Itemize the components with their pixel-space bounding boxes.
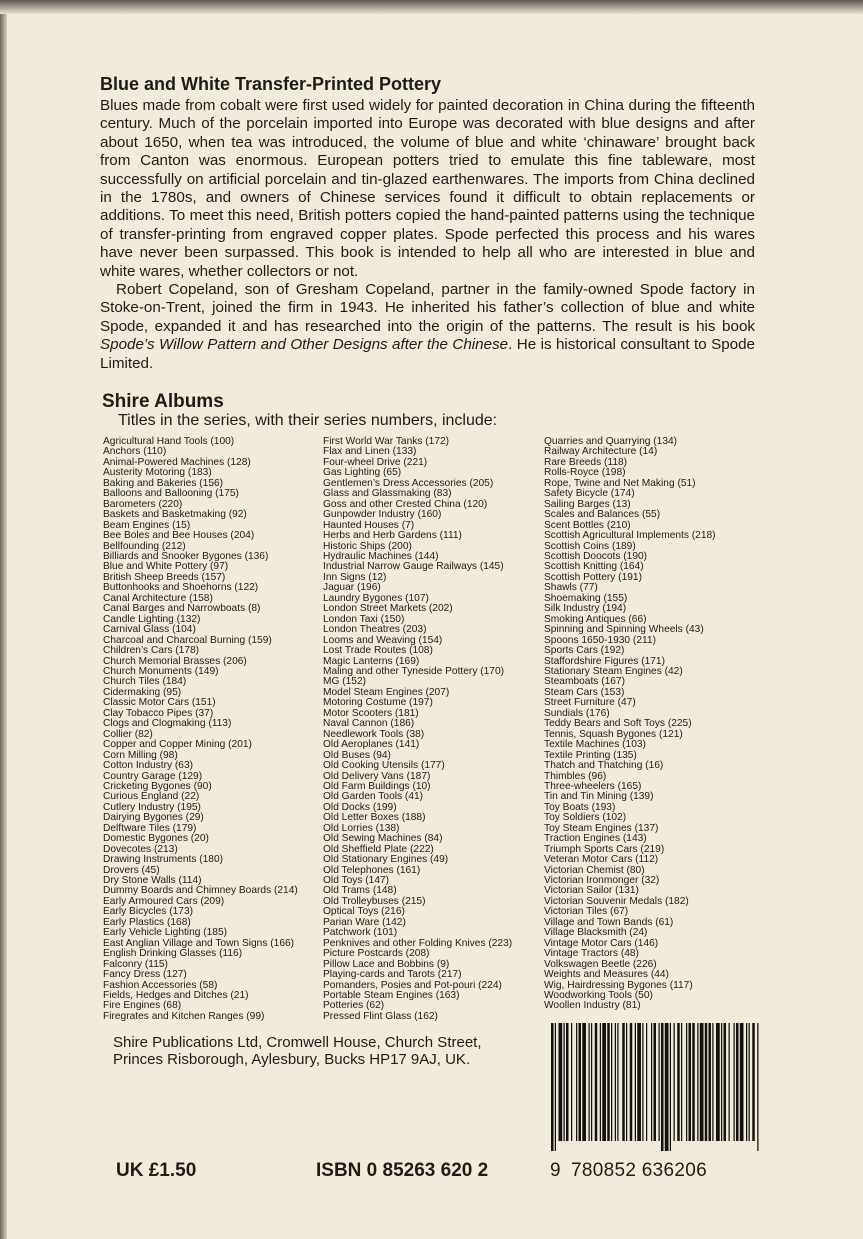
title-list-item: Magic Lanterns (169) xyxy=(323,655,420,667)
title-list-item: Four-wheel Drive (221) xyxy=(323,456,428,468)
barcode-bar xyxy=(615,1023,616,1141)
title-list-item: Church Monuments (149) xyxy=(103,665,219,677)
blurb-paragraph-2-end: . He is historical consultant to Spode Limited. xyxy=(100,336,755,372)
title-list-item: Sundials (176) xyxy=(544,707,610,719)
title-list-item: Candle Lighting (132) xyxy=(103,613,201,625)
title-list-item: Clay Tobacco Pipes (37) xyxy=(103,707,214,719)
barcode-bar xyxy=(700,1023,704,1141)
barcode-bar xyxy=(670,1023,671,1151)
barcode-digits: 780852 636206 xyxy=(571,1160,707,1181)
title-list-item: Veteran Motor Cars (112) xyxy=(544,854,659,866)
title-list-item: Railway Architecture (14) xyxy=(544,446,658,458)
barcode-bar xyxy=(607,1023,610,1141)
blurb-paragraph-2 xyxy=(100,281,755,373)
barcode-bar xyxy=(637,1023,641,1141)
title-list-item: Scottish Knitting (164) xyxy=(544,561,644,573)
title-list-item: Cricketing Bygones (90) xyxy=(103,780,212,792)
title-list-item: Old Farm Buildings (10) xyxy=(323,780,431,792)
title-list-item: Clogs and Clogmaking (113) xyxy=(103,718,232,730)
barcode-bar xyxy=(630,1023,633,1141)
title-list-item: Triumph Sports Cars (219) xyxy=(544,843,665,855)
title-list-item: Woollen Industry (81) xyxy=(544,1000,641,1012)
title-list-item: Rolls-Royce (198) xyxy=(544,467,626,479)
title-list-item: Inn Signs (12) xyxy=(323,571,387,583)
barcode-bar xyxy=(571,1023,572,1141)
title-list-item: Victorian Tiles (67) xyxy=(544,906,629,918)
title-list-item: Baking and Bakeries (156) xyxy=(103,477,224,489)
barcode-bar xyxy=(551,1023,554,1151)
blurb-paragraph-2-start: Robert Copeland, son of Gresham Copeland, partner in the family-owned Spode factory in Stoke-on-Trent, joined the firm in 1943. He inherited his father’s collection of blue and white Spode, expanded it and has researched into the origin of the patterns. The result is his book xyxy=(100,281,755,335)
title-list-item: Rare Breeds (118) xyxy=(544,456,628,468)
title-list-item: Falconry (115) xyxy=(103,958,168,970)
barcode-bar xyxy=(595,1023,598,1141)
title-list-item: Glass and Glassmaking (83) xyxy=(323,488,452,500)
title-list-item: Smoking Antiques (66) xyxy=(544,613,647,625)
title-list-item: Pillow Lace and Bobbins (9) xyxy=(323,958,450,970)
title-list-item: Old Toys (147) xyxy=(323,875,390,887)
title-list-item: Wig, Hairdressing Bygones (117) xyxy=(544,979,693,991)
barcode-bar xyxy=(724,1023,727,1141)
barcode-bar xyxy=(582,1023,586,1141)
title-list-item: Old Sewing Machines (84) xyxy=(323,833,443,845)
title-list-item: Pomanders, Posies and Pot-pouri (224) xyxy=(323,979,502,991)
barcode-bar xyxy=(555,1023,556,1151)
barcode-bar xyxy=(681,1023,682,1141)
title-list-item: Copper and Copper Mining (201) xyxy=(103,739,252,751)
title-list-item: London Theatres (203) xyxy=(323,624,427,636)
title-list-item: Church Memorial Brasses (206) xyxy=(103,655,247,667)
title-list-item: Firegrates and Kitchen Ranges (99) xyxy=(103,1010,265,1022)
title-list-item: Early Vehicle Lighting (185) xyxy=(103,927,228,939)
title-list-item: Old Sheffield Plate (222) xyxy=(323,843,434,855)
barcode-bar xyxy=(651,1023,652,1141)
title-list-item: Fields, Hedges and Ditches (21) xyxy=(103,990,249,1002)
title-list-item: Cotton Industry (63) xyxy=(103,760,194,772)
title-list-item: Animal-Powered Machines (128) xyxy=(103,456,251,468)
publisher-address: Shire Publications Ltd, Cromwell House, Church Street, Princes Risborough, Aylesbury, Bucks HP17 9AJ, UK. xyxy=(113,1034,482,1068)
title-list-item: Picture Postcards (208) xyxy=(323,948,430,960)
title-list-item: London Street Markets (202) xyxy=(323,603,453,615)
barcode-bar xyxy=(566,1023,569,1141)
title-list-item: Buttonhooks and Shoehorns (122) xyxy=(103,582,259,594)
title-list-item: Classic Motor Cars (151) xyxy=(103,697,216,709)
title-list-item: Canal Barges and Narrowboats (8) xyxy=(103,603,261,615)
title-list-item: Toy Soldiers (102) xyxy=(544,812,627,824)
title-list-item: Playing-cards and Tarots (217) xyxy=(323,969,462,981)
title-list-item: Victorian Chemist (80) xyxy=(544,864,645,876)
barcode-bar xyxy=(600,1023,601,1141)
title-list-item: Steamboats (167) xyxy=(544,676,625,688)
title-list-item: Spinning and Spinning Wheels (43) xyxy=(544,624,704,636)
barcode-bar xyxy=(654,1023,657,1141)
title-list-item: Naval Cannon (186) xyxy=(323,718,415,730)
title-list-item: Village Blacksmith (24) xyxy=(544,927,648,939)
title-list-item: Woodworking Tools (50) xyxy=(544,990,653,1002)
title-list-item: Village and Town Bands (61) xyxy=(544,916,674,928)
title-list-item: Patchwork (101) xyxy=(323,927,398,939)
title-list-item: Shoemaking (155) xyxy=(544,592,628,604)
title-list-item: Textile Printing (135) xyxy=(544,749,637,761)
barcode-bar xyxy=(622,1023,625,1141)
title-list-item: Corn Milling (98) xyxy=(103,749,178,761)
barcode-bar xyxy=(576,1023,577,1141)
title-list-item: Scottish Doocots (190) xyxy=(544,550,648,562)
barcode-bar xyxy=(757,1023,758,1151)
title-list-item: Stationary Steam Engines (42) xyxy=(544,665,683,677)
title-list-item: Hydraulic Machines (144) xyxy=(323,550,439,562)
barcode xyxy=(543,1023,765,1153)
isbn: ISBN 0 85263 620 2 xyxy=(316,1160,489,1181)
title-list-item: Safety Bicycle (174) xyxy=(544,488,635,500)
title-list-item: Looms and Weaving (154) xyxy=(323,634,443,646)
title-list-item: Old Aeroplanes (141) xyxy=(323,739,420,751)
title-list-column-1 xyxy=(103,437,298,1022)
title-list-item: Needlework Tools (38) xyxy=(323,728,425,740)
title-list-item: Sports Cars (192) xyxy=(544,645,625,657)
title-list-item: Austerity Motoring (183) xyxy=(103,467,212,479)
series-title: Shire Albums xyxy=(102,391,224,412)
title-list-item: Beam Engines (15) xyxy=(103,519,191,531)
title-list-item: Staffordshire Figures (171) xyxy=(544,655,665,667)
title-list-item: Scottish Agricultural Implements (218) xyxy=(544,530,716,542)
title-list-item: Dry Stone Walls (114) xyxy=(103,875,202,887)
book-title: Spode’s Willow Pattern and Other Designs after the Chinese xyxy=(100,336,509,354)
title-list-item: Children’s Cars (178) xyxy=(103,645,200,657)
barcode-lead-digit: 9 xyxy=(550,1160,561,1181)
title-list-item: Flax and Linen (133) xyxy=(323,446,417,458)
barcode-bar xyxy=(646,1023,647,1141)
title-list-item: Thatch and Thatching (16) xyxy=(544,760,664,772)
title-list-item: British Sheep Breeds (157) xyxy=(103,571,226,583)
title-list-item: Vintage Tractors (48) xyxy=(544,948,639,960)
title-list-item: Blue and White Pottery (97) xyxy=(103,561,229,573)
title-list-column-3 xyxy=(544,437,716,1012)
title-list-item: Collier (82) xyxy=(103,728,153,740)
barcode-bar xyxy=(642,1023,643,1141)
title-list-item: Dummy Boards and Chimney Boards (214) xyxy=(103,885,298,897)
title-list-item: MG (152) xyxy=(323,676,367,688)
barcode-bar xyxy=(659,1023,660,1141)
title-list-item: Church Tiles (184) xyxy=(103,676,187,688)
title-list-item: Scottish Coins (189) xyxy=(544,540,636,552)
title-list-item: Old Trolleybuses (215) xyxy=(323,895,426,907)
title-list-item: Industrial Narrow Gauge Railways (145) xyxy=(323,561,504,573)
barcode-bar xyxy=(736,1023,739,1141)
title-list-item: Scent Bottles (210) xyxy=(544,519,631,531)
title-list-item: Old Cooking Utensils (177) xyxy=(323,760,445,772)
title-list-item: Fashion Accessories (58) xyxy=(103,979,218,991)
title-list-item: Portable Steam Engines (163) xyxy=(323,990,460,1002)
barcode-bar xyxy=(740,1023,744,1141)
title-list-item: Lost Trade Routes (108) xyxy=(323,645,433,657)
barcode-bar xyxy=(752,1023,755,1141)
title-list-item: Anchors (110) xyxy=(103,446,167,458)
title-list-item: Scales and Balances (55) xyxy=(544,509,661,521)
barcode-bar xyxy=(692,1023,695,1141)
barcode-bar xyxy=(559,1023,563,1141)
title-list-item: Tennis, Squash Bygones (121) xyxy=(544,728,683,740)
title-list-item: Dairying Bygones (29) xyxy=(103,812,204,824)
title-list-item: Volkswagen Beetle (226) xyxy=(544,958,657,970)
barcode-bar xyxy=(686,1023,687,1141)
title-list-item: Cidermaking (95) xyxy=(103,686,182,698)
title-list-item: Old Delivery Vans (187) xyxy=(323,770,431,782)
title-list-item: Early Armoured Cars (209) xyxy=(103,895,225,907)
title-list-item: East Anglian Village and Town Signs (166) xyxy=(103,937,295,949)
title-list-item: Maling and other Tyneside Pottery (170) xyxy=(323,665,505,677)
title-list-item: Rope, Twine and Net Making (51) xyxy=(544,477,696,489)
blurb-text xyxy=(100,97,755,373)
barcode-bar xyxy=(716,1023,720,1141)
barcode-bar xyxy=(677,1023,680,1141)
barcode-bar xyxy=(712,1023,713,1141)
title-list-item: Motor Scooters (181) xyxy=(323,707,419,719)
barcode-bar xyxy=(591,1023,592,1141)
title-list-item: Fancy Dress (127) xyxy=(103,969,187,981)
title-list-item: Balloons and Ballooning (175) xyxy=(103,488,239,500)
title-list-item: Old Docks (199) xyxy=(323,801,397,813)
barcode-bar xyxy=(635,1023,636,1141)
title-list-item: Penknives and other Folding Knives (223) xyxy=(323,937,513,949)
title-list-item: Victorian Souvenir Medals (182) xyxy=(544,895,689,907)
title-list-item: First World War Tanks (172) xyxy=(323,436,450,447)
title-list-item: Early Bicycles (173) xyxy=(103,906,194,918)
barcode-bar xyxy=(689,1023,692,1141)
title-list-item: Old Letter Boxes (188) xyxy=(323,812,426,824)
title-list-item: Country Garage (129) xyxy=(103,770,203,782)
title-list-item: Optical Toys (216) xyxy=(323,906,405,918)
title-list-item: Textile Machines (103) xyxy=(544,739,646,751)
barcode-bar xyxy=(697,1023,698,1141)
title-list-item: Billiards and Snooker Bygones (136) xyxy=(103,550,269,562)
title-list-item: Laundry Bygones (107) xyxy=(323,592,429,604)
title-list-item: Weights and Measures (44) xyxy=(544,969,669,981)
blurb-title: Blue and White Transfer-Printed Pottery xyxy=(100,74,442,94)
title-list-item: Old Stationary Engines (49) xyxy=(323,854,449,866)
title-list-item: Model Steam Engines (207) xyxy=(323,686,450,698)
title-list-item: London Taxi (150) xyxy=(323,613,405,625)
title-list-item: Jaguar (196) xyxy=(323,582,381,594)
title-list-item: Shawls (77) xyxy=(544,582,598,594)
title-list-item: Motoring Costume (197) xyxy=(323,697,433,709)
title-list-item: Fire Engines (68) xyxy=(103,1000,182,1012)
title-list-item: Old Trams (148) xyxy=(323,885,397,897)
barcode-bar xyxy=(674,1023,675,1141)
title-list-item: Traction Engines (143) xyxy=(544,833,647,845)
title-list-item: English Drinking Glasses (116) xyxy=(103,948,243,960)
title-list-item: Old Buses (94) xyxy=(323,749,391,761)
title-list-item: Thimbles (96) xyxy=(544,770,607,782)
title-list-item: Old Telephones (161) xyxy=(323,864,421,876)
title-list-item: Gentlemen’s Dress Accessories (205) xyxy=(323,477,494,489)
title-list-item: Parian Ware (142) xyxy=(323,916,406,928)
price: UK £1.50 xyxy=(116,1160,197,1181)
title-list-item: Silk Industry (194) xyxy=(544,603,627,615)
barcode-bar xyxy=(665,1023,669,1151)
title-list-column-2 xyxy=(323,437,512,1022)
barcode-bar xyxy=(746,1023,747,1141)
barcode-bar xyxy=(564,1023,565,1141)
title-list-item: Early Plastics (168) xyxy=(103,916,191,928)
title-list-item: Drovers (45) xyxy=(103,864,160,876)
title-list-item: Carnival Glass (104) xyxy=(103,624,196,636)
barcode-bar xyxy=(617,1023,618,1141)
title-list-item: Barometers (220) xyxy=(103,498,183,510)
barcode-bar xyxy=(729,1023,730,1141)
barcode-bar xyxy=(721,1023,722,1141)
title-list-item: Scottish Pottery (191) xyxy=(544,571,642,583)
barcode-bar xyxy=(589,1023,590,1141)
title-list-item: Domestic Bygones (20) xyxy=(103,833,209,845)
title-list-item: Cutlery Industry (195) xyxy=(103,801,201,813)
barcode-bar xyxy=(611,1023,612,1141)
title-list-item: Three-wheelers (165) xyxy=(544,780,642,792)
title-list-item: Victorian Sailor (131) xyxy=(544,885,639,897)
title-list-item: Goss and other Crested China (120) xyxy=(323,498,488,510)
title-list-item: Old Lorries (138) xyxy=(323,822,400,834)
title-list-item: Old Garden Tools (41) xyxy=(323,791,424,803)
barcode-bar xyxy=(661,1023,664,1151)
title-list-item: Quarries and Quarrying (134) xyxy=(544,436,678,447)
series-intro: Titles in the series, with their series numbers, include: xyxy=(118,412,498,429)
barcode-bar xyxy=(602,1023,606,1141)
barcode-bar xyxy=(579,1023,582,1141)
title-list-item: Street Furniture (47) xyxy=(544,697,636,709)
blurb-paragraph-1: Blues made from cobalt were first used widely for painted decoration in China during the fifteenth century. Much of the porcelain imported into Europe was decorated with blue designs and after about 1650, when tea was introduced, the volume of blue and white ‘chinaware’ brought back from Canton was enormous. European potters tried to emulate this fine tableware, most successfully on artificial porcelain and tin-glazed earthenwares. The imports from China declined in the 1780s, and owners of Chinese services found it difficult to obtain replacements or additions. To meet this need, British potters copied the hand-painted patterns using the technique of transfer-printing from engraved copper plates. Spode perfected this process and his wares have never been surpassed. This book is intended to help all who are interested in blue and white wares, whether collectors or not. xyxy=(100,97,755,280)
title-list-item: Charcoal and Charcoal Burning (159) xyxy=(103,634,272,646)
title-list-item: Baskets and Basketmaking (92) xyxy=(103,509,247,521)
title-list-item: Delftware Tiles (179) xyxy=(103,822,197,834)
title-list-item: Vintage Motor Cars (146) xyxy=(544,937,659,949)
title-list-item: Gas Lighting (65) xyxy=(323,467,402,479)
title-list-item: Canal Architecture (158) xyxy=(103,592,213,604)
barcode-bar xyxy=(705,1023,708,1141)
barcode-bar xyxy=(749,1023,750,1141)
title-list-item: Teddy Bears and Soft Toys (225) xyxy=(544,718,692,730)
title-list-item: Steam Cars (153) xyxy=(544,686,625,698)
title-list-item: Bee Boles and Bee Houses (204) xyxy=(103,530,255,542)
title-list-item: Agricultural Hand Tools (100) xyxy=(103,436,235,447)
title-list-item: Gunpowder Industry (160) xyxy=(323,509,442,521)
title-list-item: Toy Steam Engines (137) xyxy=(544,822,659,834)
title-list-item: Toy Boats (193) xyxy=(544,801,616,813)
title-list-item: Drawing Instruments (180) xyxy=(103,854,224,866)
title-list-item: Haunted Houses (7) xyxy=(323,519,415,531)
title-list-item: Sailing Barges (13) xyxy=(544,498,631,510)
title-list-item: Pressed Flint Glass (162) xyxy=(323,1010,438,1022)
barcode-bar xyxy=(734,1023,735,1141)
title-list-item: Potteries (62) xyxy=(323,1000,385,1012)
title-list-item: Bellfounding (212) xyxy=(103,540,186,552)
title-list-item: Curious England (22) xyxy=(103,791,200,803)
title-list-item: Victorian Ironmonger (32) xyxy=(544,875,660,887)
title-list-item: Herbs and Herb Gardens (111) xyxy=(323,530,462,542)
barcode-bar xyxy=(709,1023,712,1141)
barcode-bar xyxy=(626,1023,627,1141)
title-list-item: Dovecotes (213) xyxy=(103,843,178,855)
title-list-item: Spoons 1650-1930 (211) xyxy=(544,634,656,646)
title-list-item: Tin and Tin Mining (139) xyxy=(544,791,654,803)
title-list-item: Historic Ships (200) xyxy=(323,540,412,552)
